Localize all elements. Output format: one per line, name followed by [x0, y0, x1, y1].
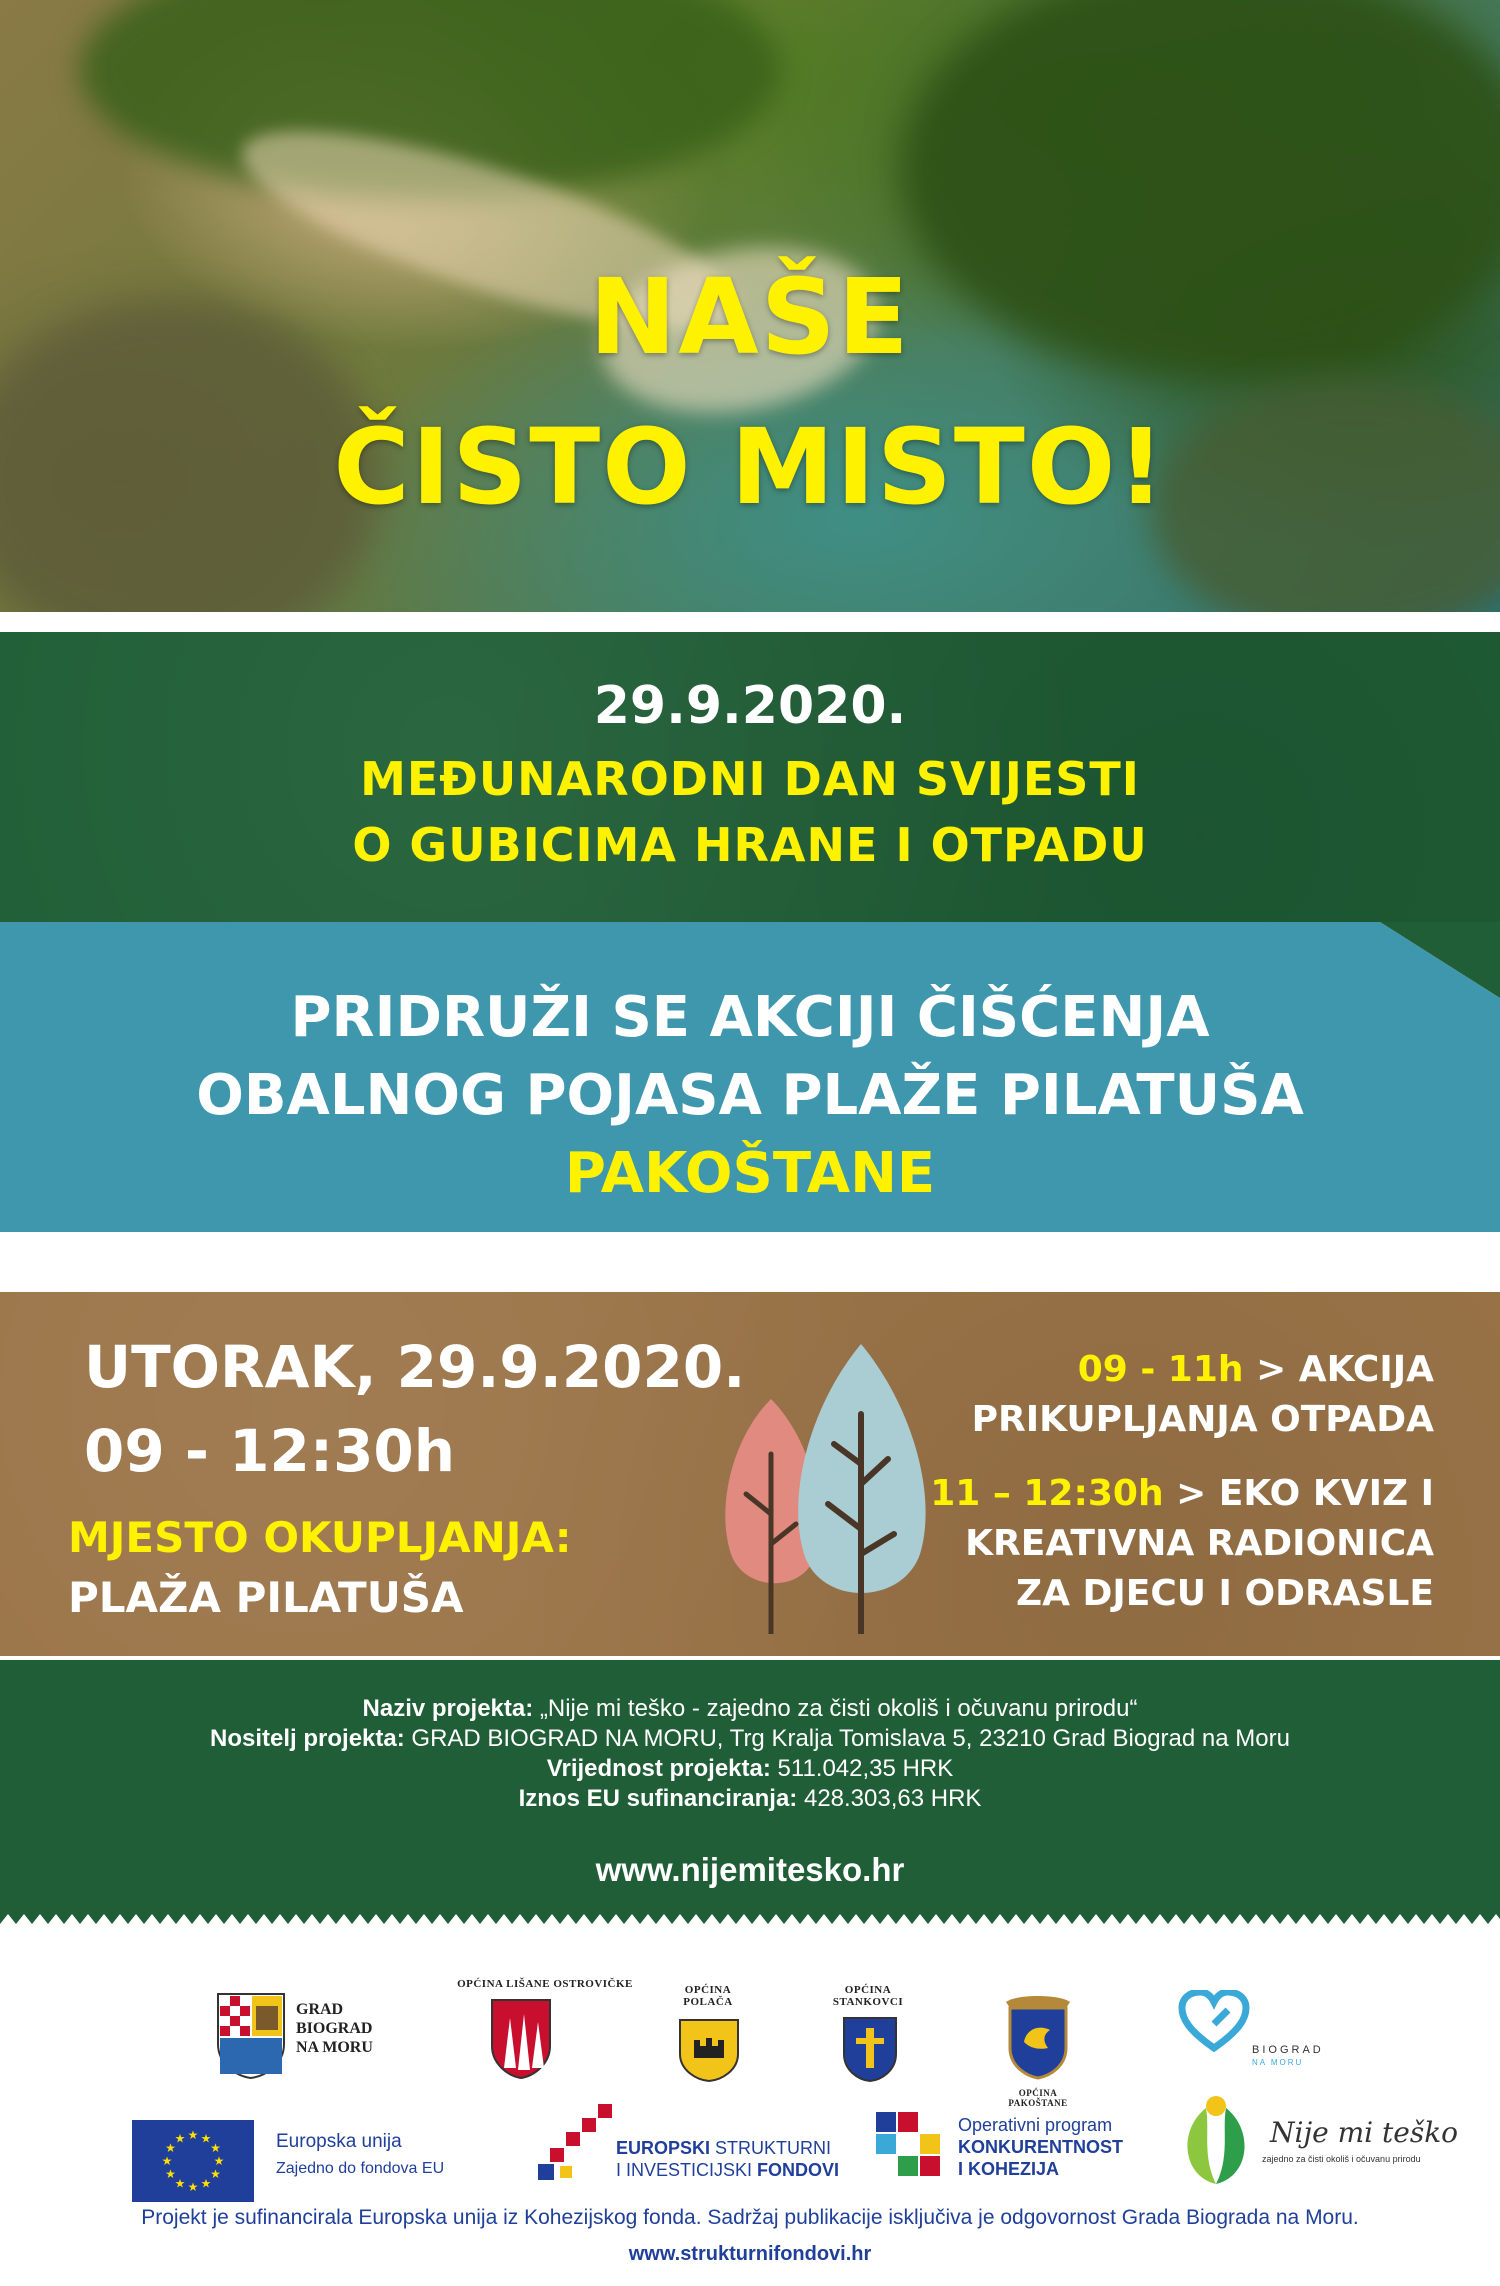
- biograd-text-line1: GRAD: [296, 2001, 344, 2018]
- eu-star-icon: ★: [200, 2176, 212, 2191]
- biograd-brand-text: BIOGRAD: [1252, 2044, 1324, 2056]
- activity1-description: PRIKUPLJANJA OTPADA: [971, 1399, 1434, 1440]
- event-banner: [0, 632, 1500, 922]
- pakostane-coat-of-arms-icon: [996, 1994, 1080, 2088]
- esif-logo-text-line2: [616, 2160, 839, 2181]
- eu-star-icon: ★: [174, 2131, 186, 2146]
- eu-cofinancing-label: Iznos EU sufinanciranja:: [518, 1785, 798, 1812]
- activity2-description-line2: ZA DJECU I ODRASLE: [1015, 1573, 1434, 1614]
- eu-flag-icon: [132, 2120, 254, 2202]
- activity1-heading: [1078, 1346, 1434, 1394]
- polaca-text-line1: OPĆINA: [684, 1984, 732, 1996]
- eu-cofinancing: [0, 1784, 1500, 1814]
- op-text-line3: I KOHEZIJA: [958, 2159, 1060, 2179]
- schedule-section: [0, 1292, 1500, 1656]
- project-info-section: [0, 1660, 1500, 1930]
- meeting-point-place: PLAŽA PILATUŠA: [68, 1573, 464, 1622]
- zigzag-edge: [0, 1914, 1500, 1934]
- activity2-heading: [930, 1470, 1434, 1518]
- event-title-line1: MEĐUNARODNI DAN SVIJESTI: [360, 752, 1140, 806]
- stankovci-text-line1: OPĆINA: [844, 1984, 892, 1996]
- eu-star-icon: ★: [210, 2141, 221, 2155]
- activity2-description-line1: KREATIVNA RADIONICA: [965, 1523, 1434, 1564]
- eu-star-icon: ★: [165, 2141, 176, 2155]
- esif-word-investicijski: I INVESTICIJSKI: [616, 2160, 758, 2180]
- activity1-title: > AKCIJA: [1243, 1349, 1434, 1390]
- project-value-amount: 511.042,35 HRK: [770, 1755, 954, 1782]
- eu-star-icon: ★: [187, 2128, 199, 2142]
- eu-star-icon: ★: [174, 2176, 186, 2191]
- polaca-coat-of-arms-icon: [678, 2018, 740, 2082]
- event-title-line2: O GUBICIMA HRANE I OTPADU: [352, 818, 1148, 872]
- cta-line2: OBALNOG POJASA PLAŽE PILATUŠA: [196, 1063, 1304, 1128]
- lisane-logo-text: OPĆINA LIŠANE OSTROVIČKE: [457, 1978, 633, 1990]
- activity2-time: 11 – 12:30h: [930, 1473, 1164, 1514]
- project-name-value: „Nije mi teško - zajedno za čisti okoliš i očuvanu prirodu“: [533, 1695, 1138, 1722]
- biograd-coat-of-arms-icon: [216, 1992, 286, 2080]
- esif-word-strukturni: STRUKTURNI: [710, 2138, 832, 2158]
- eu-star-icon: ★: [187, 2180, 199, 2194]
- project-name-label: Naziv projekta:: [362, 1695, 534, 1722]
- eu-star-icon: ★: [165, 2167, 176, 2181]
- eu-stars-icon: [132, 2120, 254, 2202]
- hero-aerial-photo: [0, 0, 1500, 612]
- stankovci-coat-of-arms-icon: [842, 2016, 898, 2082]
- biograd-brand-subtext: NA MORU: [1252, 2058, 1304, 2067]
- structural-funds-link[interactable]: www.strukturnifondovi.hr: [628, 2243, 872, 2265]
- operational-programme-icon: [876, 2112, 942, 2178]
- project-holder: [0, 1724, 1500, 1754]
- trees-illustration: [716, 1344, 936, 1634]
- polaca-text-line2: POLAČA: [683, 1996, 733, 2008]
- hero-title-line1: NAŠE: [589, 256, 911, 378]
- eu-star-icon: ★: [210, 2167, 221, 2181]
- eu-star-icon: ★: [200, 2131, 212, 2146]
- eu-star-icon: ★: [161, 2154, 173, 2168]
- call-to-action-banner: [0, 922, 1500, 1232]
- biograd-text-line3: NA MORU: [296, 2039, 373, 2056]
- nije-mi-tesko-logo-text: Nije mi teško: [1270, 2116, 1459, 2149]
- esif-logo-text-line1: [616, 2138, 831, 2159]
- polaca-logo-text: [668, 1984, 748, 2008]
- nije-mi-tesko-tagline: zajedno za čisti okoliš i očuvanu prirodu: [1262, 2154, 1421, 2164]
- nije-mi-tesko-leaf-icon: [1176, 2090, 1256, 2186]
- pakostane-logo-text: OPĆINA PAKOŠTANE: [1008, 2088, 1068, 2108]
- biograd-text-line2: BIOGRAD: [296, 2020, 373, 2037]
- hero-title-line2: ČISTO MISTO!: [333, 406, 1167, 528]
- project-value-label: Vrijednost projekta:: [546, 1755, 771, 1782]
- schedule-time: 09 - 12:30h: [84, 1417, 456, 1485]
- schedule-day-date: UTORAK, 29.9.2020.: [84, 1333, 746, 1401]
- project-holder-label: Nositelj projekta:: [210, 1725, 405, 1752]
- stankovci-text-line2: STANKOVCI: [832, 1996, 904, 2008]
- project-name: [0, 1694, 1500, 1724]
- activity1-time: 09 - 11h: [1077, 1349, 1244, 1390]
- meeting-point-label: MJESTO OKUPLJANJA:: [68, 1513, 572, 1562]
- op-text-line1: Operativni program: [958, 2115, 1113, 2135]
- eu-logo-motto: Zajedno do fondova EU: [276, 2160, 445, 2177]
- lisane-coat-of-arms-icon: [490, 1998, 552, 2080]
- cta-location: PAKOŠTANE: [564, 1141, 936, 1206]
- project-value: [0, 1754, 1500, 1784]
- esif-word-fondovi: FONDOVI: [757, 2160, 840, 2180]
- event-date: 29.9.2020.: [593, 676, 907, 736]
- project-holder-value: GRAD BIOGRAD NA MORU, Trg Kralja Tomislava 5, 23210 Grad Biograd na Moru: [404, 1725, 1290, 1752]
- eu-cofinancing-amount: 428.303,63 HRK: [797, 1785, 982, 1812]
- stankovci-logo-text: [828, 1984, 908, 2008]
- eu-logo-title: Europska unija: [276, 2131, 402, 2152]
- eu-star-icon: ★: [213, 2154, 225, 2168]
- biograd-logo-text: [296, 2000, 373, 2057]
- esif-word-europski: EUROPSKI: [616, 2138, 711, 2158]
- biograd-heart-icon: [1178, 1990, 1250, 2054]
- project-website-link[interactable]: www.nijemitesko.hr: [595, 1851, 905, 1888]
- cta-line1: PRIDRUŽI SE AKCIJI ČIŠĆENJA: [290, 985, 1210, 1050]
- activity2-title: > EKO KVIZ I: [1163, 1473, 1434, 1514]
- op-text-line2: KONKURENTNOST: [958, 2137, 1123, 2157]
- eu-disclaimer: Projekt je sufinancirala Europska unija iz Kohezijskog fonda. Sadržaj publikacije isključiva je odgovornost Grada Biograda na Moru.: [141, 2206, 1359, 2229]
